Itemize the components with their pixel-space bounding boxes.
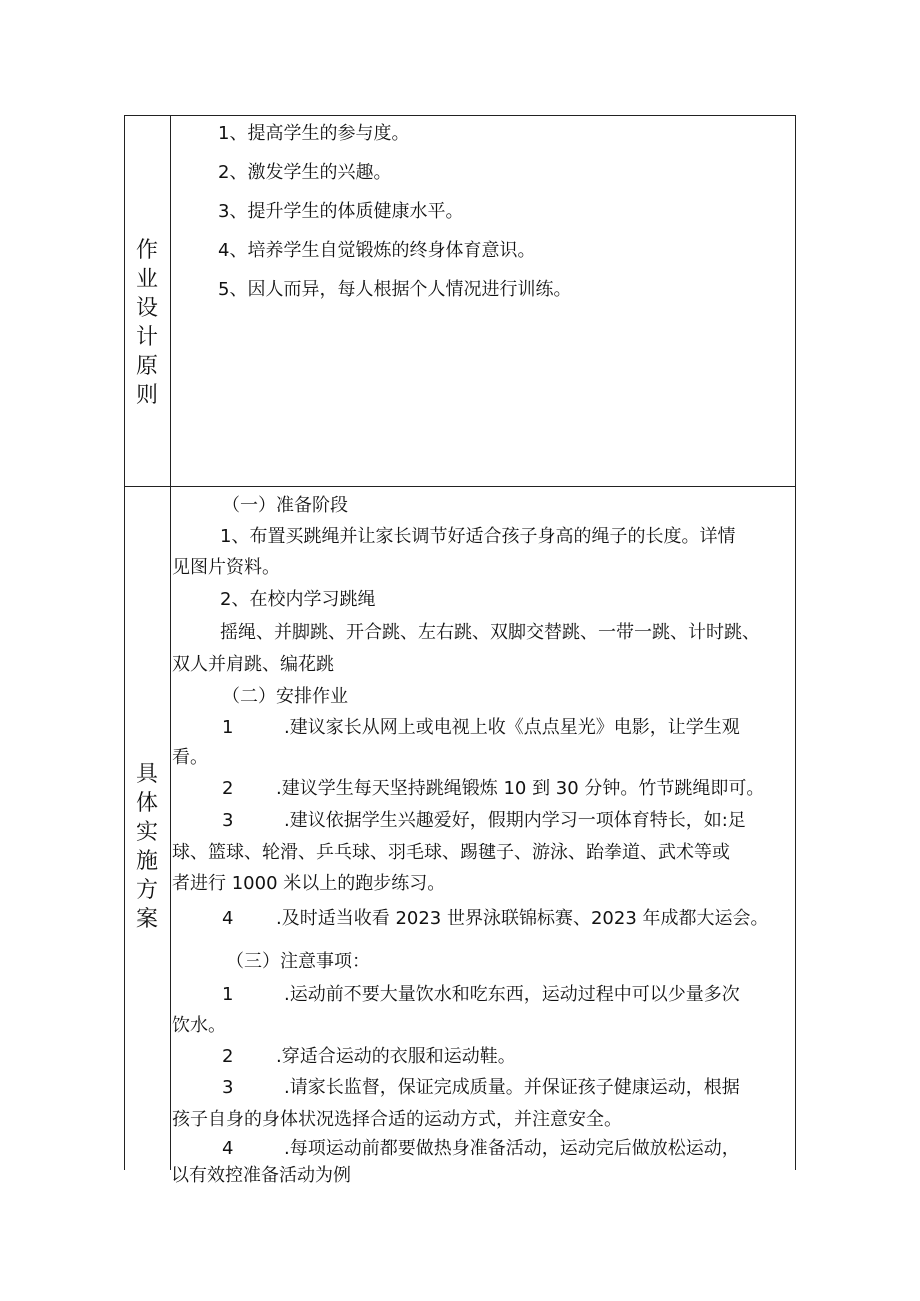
notes-item-text: 孩子自身的身体状况选择合适的运动方式，并注意安全。 bbox=[172, 1109, 622, 1130]
notes-item-number: 1 bbox=[222, 984, 234, 1005]
section-header-design-principles bbox=[124, 236, 170, 410]
homework-item-text: 球、篮球、轮滑、乒乓球、羽毛球、踢毽子、游泳、跆拳道、武术等或 bbox=[172, 842, 730, 863]
header-char: 业 bbox=[135, 267, 158, 292]
header-char: 案 bbox=[135, 907, 158, 932]
principle-item: 3、提升学生的体质健康水平。 bbox=[218, 201, 464, 222]
truncated-line-clip bbox=[171, 1152, 795, 1186]
principle-item: 2、激发学生的兴趣。 bbox=[218, 162, 392, 183]
notes-item-text: .请家长监督，保证完成质量。并保证孩子健康运动，根据 bbox=[284, 1077, 740, 1098]
homework-heading: （二）安排作业 bbox=[222, 686, 348, 707]
notes-item-number: 2 bbox=[222, 1046, 234, 1067]
prep-item1-line1: 1、布置买跳绳并让家长调节好适合孩子身高的绳子的长度。详情 bbox=[220, 526, 736, 547]
header-char: 方 bbox=[135, 878, 158, 903]
prep-heading: （一）准备阶段 bbox=[222, 495, 348, 516]
header-char: 则 bbox=[135, 383, 158, 408]
principle-item: 5、因人而异，每人根据个人情况进行训练。 bbox=[218, 279, 572, 300]
homework-item-number: 3 bbox=[222, 810, 234, 831]
section-header-implementation-plan bbox=[124, 760, 170, 934]
notes-item-number: 3 bbox=[222, 1077, 234, 1098]
notes-heading: （三）注意事项： bbox=[226, 951, 370, 972]
homework-item-text: .建议学生每天坚持跳绳锻炼 10 到 30 分钟。竹节跳绳即可。 bbox=[276, 778, 765, 799]
notes-item-text: 饮水。 bbox=[172, 1015, 226, 1036]
prep-item2: 2、在校内学习跳绳 bbox=[220, 589, 376, 610]
header-char: 计 bbox=[135, 325, 158, 350]
notes-item-text: .穿适合运动的衣服和运动鞋。 bbox=[276, 1046, 516, 1067]
header-char: 原 bbox=[135, 354, 158, 379]
homework-item-text: .及时适当收看 2023 世界泳联锦标赛、2023 年成都大运会。 bbox=[276, 908, 769, 929]
header-char: 施 bbox=[135, 849, 158, 874]
notes-item-text: .每项运动前都要做热身准备活动，运动完后做放松运动， bbox=[284, 1138, 740, 1159]
principle-item: 4、培养学生自觉锻炼的终身体育意识。 bbox=[218, 240, 536, 261]
row-divider bbox=[124, 486, 796, 487]
notes-item-text: .运动前不要大量饮水和吃东西，运动过程中可以少量多次 bbox=[284, 984, 740, 1005]
header-char: 作 bbox=[135, 238, 158, 263]
principle-item: 1、提高学生的参与度。 bbox=[218, 123, 410, 144]
homework-item-text: 看。 bbox=[172, 747, 208, 768]
homework-item-number: 2 bbox=[222, 778, 234, 799]
header-char: 设 bbox=[135, 296, 158, 321]
homework-item-number: 4 bbox=[222, 908, 234, 929]
homework-item-text: .建议依据学生兴趣爱好，假期内学习一项体育特长，如:足 bbox=[284, 810, 746, 831]
homework-item-number: 1 bbox=[222, 717, 234, 738]
notes-item-number: 4 bbox=[222, 1138, 234, 1159]
column-divider bbox=[170, 115, 171, 1170]
homework-item-text: .建议家长从网上或电视上收《点点星光》电影，让学生观 bbox=[284, 717, 740, 738]
header-char: 具 bbox=[135, 762, 158, 787]
prep-item1-line2: 见图片资料。 bbox=[172, 557, 280, 578]
header-char: 体 bbox=[135, 791, 158, 816]
prep-skills-line1: 摇绳、并脚跳、开合跳、左右跳、双脚交替跳、一带一跳、计时跳、 bbox=[220, 622, 760, 643]
header-char: 实 bbox=[135, 820, 158, 845]
prep-skills-line2: 双人并肩跳、编花跳 bbox=[172, 654, 334, 675]
homework-item-text: 者进行 1000 米以上的跑步练习。 bbox=[172, 873, 446, 894]
notes-item-text: 以有效控准备活动为例 bbox=[171, 1165, 351, 1186]
